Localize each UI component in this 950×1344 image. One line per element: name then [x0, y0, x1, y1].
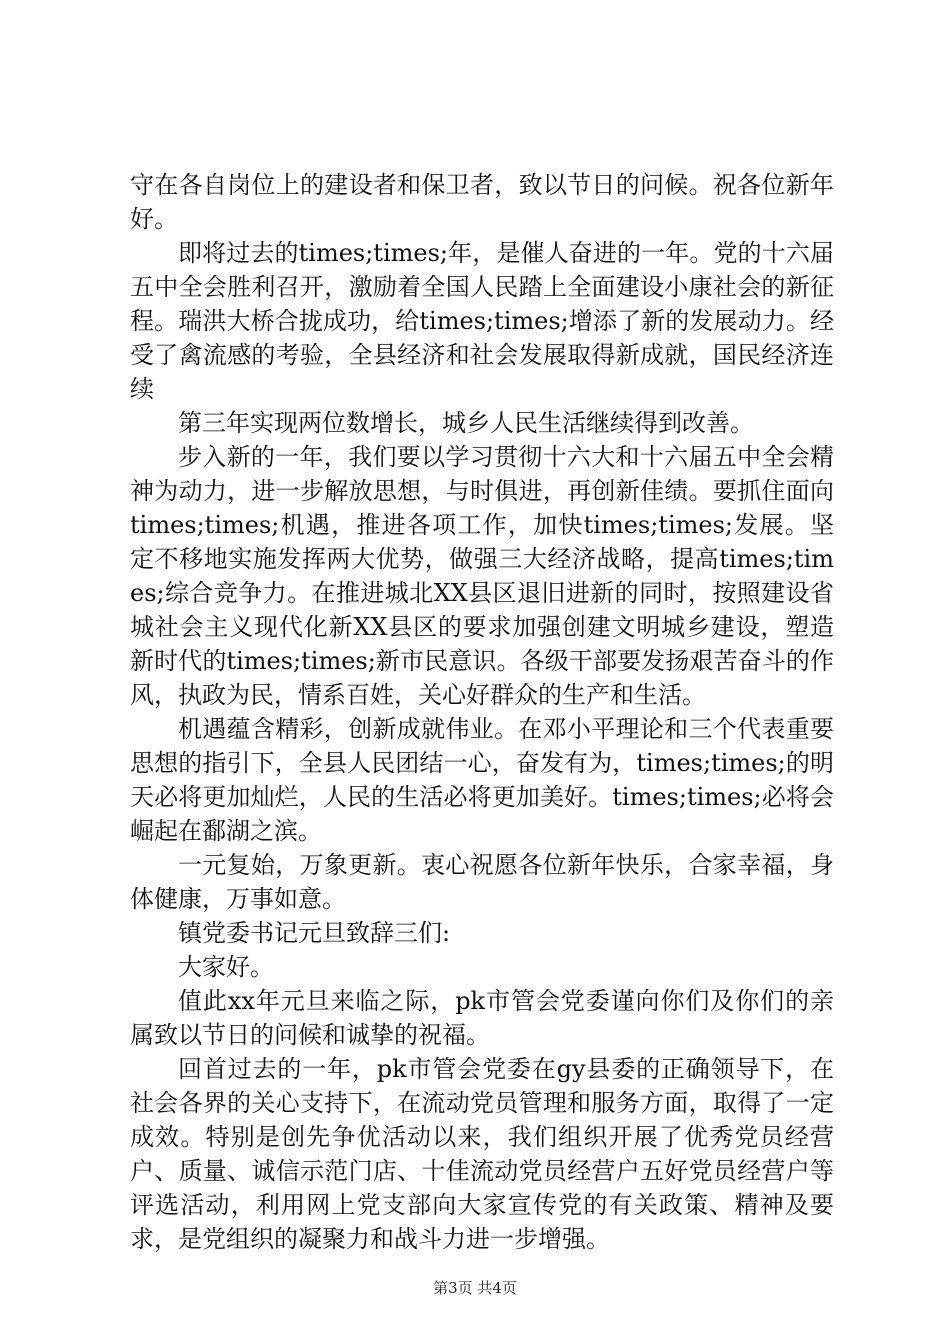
document-body	[130, 168, 834, 1256]
paragraph-3: 第三年实现两位数增长，城乡人民生活继续得到改善。	[178, 409, 754, 437]
paragraph-8: 大家好。	[178, 953, 274, 981]
paragraph-1: 守在各自岗位上的建设者和保卫者，致以节日的问候。祝各位新年好。	[130, 171, 834, 233]
paragraph-6: 一元复始，万象更新。衷心祝愿各位新年快乐，合家幸福，身体健康，万事如意。	[130, 851, 834, 913]
paragraph-4: 步入新的一年，我们要以学习贯彻十六大和十六届五中全会精神为动力，进一步解放思想，与时俱进，再创新佳绩。要抓住面向times;times;机遇，推进各项工作，加快times;times;发展。坚定不移地实施发挥两大优势，做强三大经济战略，提高times;times;综合竞争力。在推进城北XX县区退旧进新的同时，按照建设省城社会主义现代化新XX县区的要求加强创建文明城乡建设，塑造新时代的times;times;新市民意识。各级干部要发扬艰苦奋斗的作风，执政为民，情系百姓，关心好群众的生产和生活。	[130, 443, 834, 709]
paragraph-9: 值此xx年元旦来临之际，pk市管会党委谨向你们及你们的亲属致以节日的问候和诚挚的祝福。	[130, 987, 834, 1049]
paragraph-10: 回首过去的一年，pk市管会党委在gy县委的正确领导下，在社会各界的关心支持下，在流动党员管理和服务方面，取得了一定成效。特别是创先争优活动以来，我们组织开展了优秀党员经营户、质量、诚信示范门店、十佳流动党员经营户五好党员经营户等评选活动，利用网上党支部向大家宣传党的有关政策、精神及要求，是党组织的凝聚力和战斗力进一步增强。	[130, 1055, 834, 1253]
paragraph-5: 机遇蕴含精彩，创新成就伟业。在邓小平理论和三个代表重要思想的指引下，全县人民团结一心，奋发有为，times;times;的明天必将更加灿烂，人民的生活必将更加美好。times;times;必将会崛起在鄱湖之滨。	[130, 715, 834, 845]
paragraph-7: 镇党委书记元旦致辞三们:	[178, 919, 451, 947]
paragraph-2: 即将过去的times;times;年，是催人奋进的一年。党的十六届五中全会胜利召开，激励着全国人民踏上全面建设小康社会的新征程。瑞洪大桥合拢成功，给times;times;增添了新的发展动力。经受了禽流感的考验，全县经济和社会发展取得新成就，国民经济连续	[130, 239, 834, 403]
page-footer: 第3页 共4页	[433, 1279, 517, 1297]
